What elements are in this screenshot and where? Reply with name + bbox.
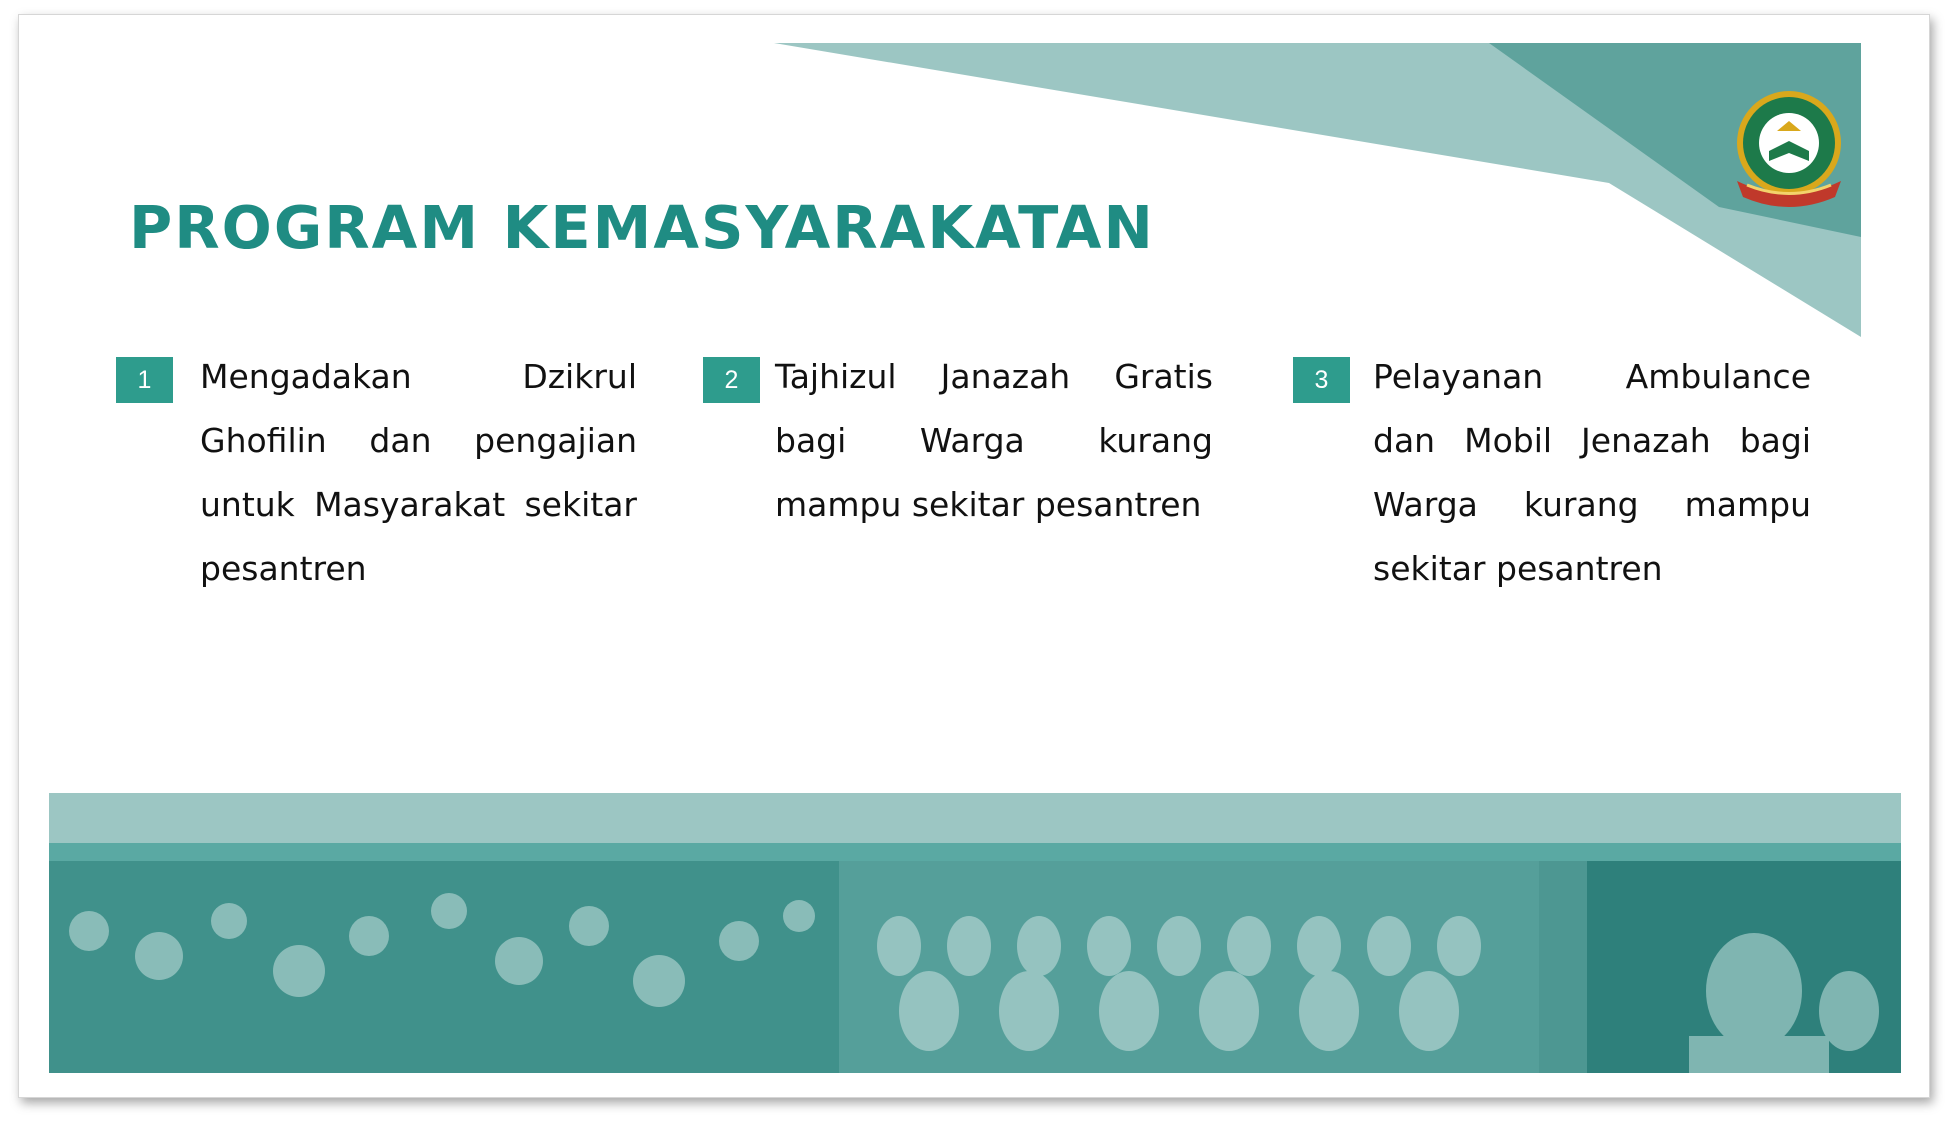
banner-stripe-dark <box>49 843 1901 861</box>
number-badge: 3 <box>1293 357 1350 403</box>
pesantren-crest-icon <box>1719 81 1859 221</box>
program-text: Tajhizul Janazah Gratis bagi Warga kurang mampu sekitar pesantren <box>775 357 1213 524</box>
number-badge: 2 <box>703 357 760 403</box>
program-text: Mengadakan Dzikrul Ghofilin dan pengajian untuk Masyarakat sekitar pesantren <box>200 357 637 588</box>
number-badge: 1 <box>116 357 173 403</box>
banner-stripe-light <box>49 793 1901 843</box>
community-photo <box>49 861 1901 1073</box>
program-text: Pelayanan Ambulance dan Mobil Jenazah bagi Warga kurang mampu sekitar pesantren <box>1373 357 1811 588</box>
page-title: PROGRAM KEMASYARAKATAN <box>129 193 1155 262</box>
slide <box>18 14 1930 1098</box>
photo-banner <box>49 793 1901 1073</box>
